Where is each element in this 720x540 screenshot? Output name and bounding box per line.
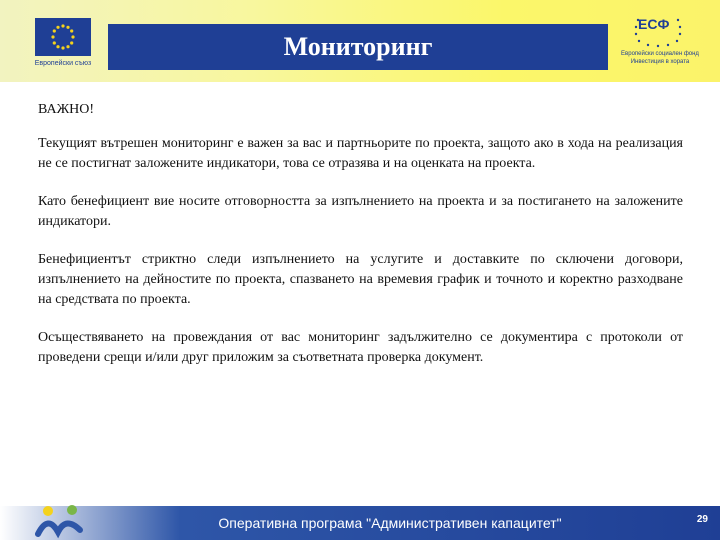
paragraph-3: Бенефициентът стриктно следи изпълнението на услугите и доставките по сключени договори, изпълнението на дейностите по проекта, спазването на времевия график и точното и коректно разходване на средствата по проекта. xyxy=(38,252,683,307)
paragraph-1: Текущият вътрешен мониторинг е важен за вас и партньорите по проекта, защото ако в хода на реализация не се постигнат заложените индикатори, това се отразява и на оценката на проекта. xyxy=(38,136,683,171)
esf-logo xyxy=(612,12,708,70)
header-band xyxy=(0,0,720,82)
esf-caption-line2: Инвестиция в хората xyxy=(630,59,690,65)
esf-caption xyxy=(612,50,708,66)
esf-logo-text: ЕСФ xyxy=(638,16,670,32)
eu-caption: Европейски съюз xyxy=(34,60,92,67)
footer-band xyxy=(0,506,720,540)
program-name: Оперативна програма "Административен капацитет" xyxy=(218,515,562,531)
title-bar xyxy=(108,24,608,70)
esf-caption-line1: Европейски социален фонд xyxy=(621,51,699,57)
page-title: Мониторинг xyxy=(283,32,433,61)
paragraph-2: Като бенефициент вие носите отговорността за изпълнението на проекта и за постигането на заложените индикатори. xyxy=(38,194,683,229)
page-number: 29 xyxy=(696,514,708,525)
eu-flag-icon xyxy=(35,18,91,56)
paragraph-4: Осъществяването на провеждания от вас мониторинг задължително се документира с протоколи от проведени срещи и/или друг приложим за съответната проверка документ. xyxy=(38,330,683,365)
main-content xyxy=(38,102,683,386)
eu-stars-icon xyxy=(35,18,91,56)
important-heading: ВАЖНО! xyxy=(38,102,94,117)
operational-programme-logo-icon xyxy=(34,504,90,540)
eu-logo xyxy=(30,12,96,70)
